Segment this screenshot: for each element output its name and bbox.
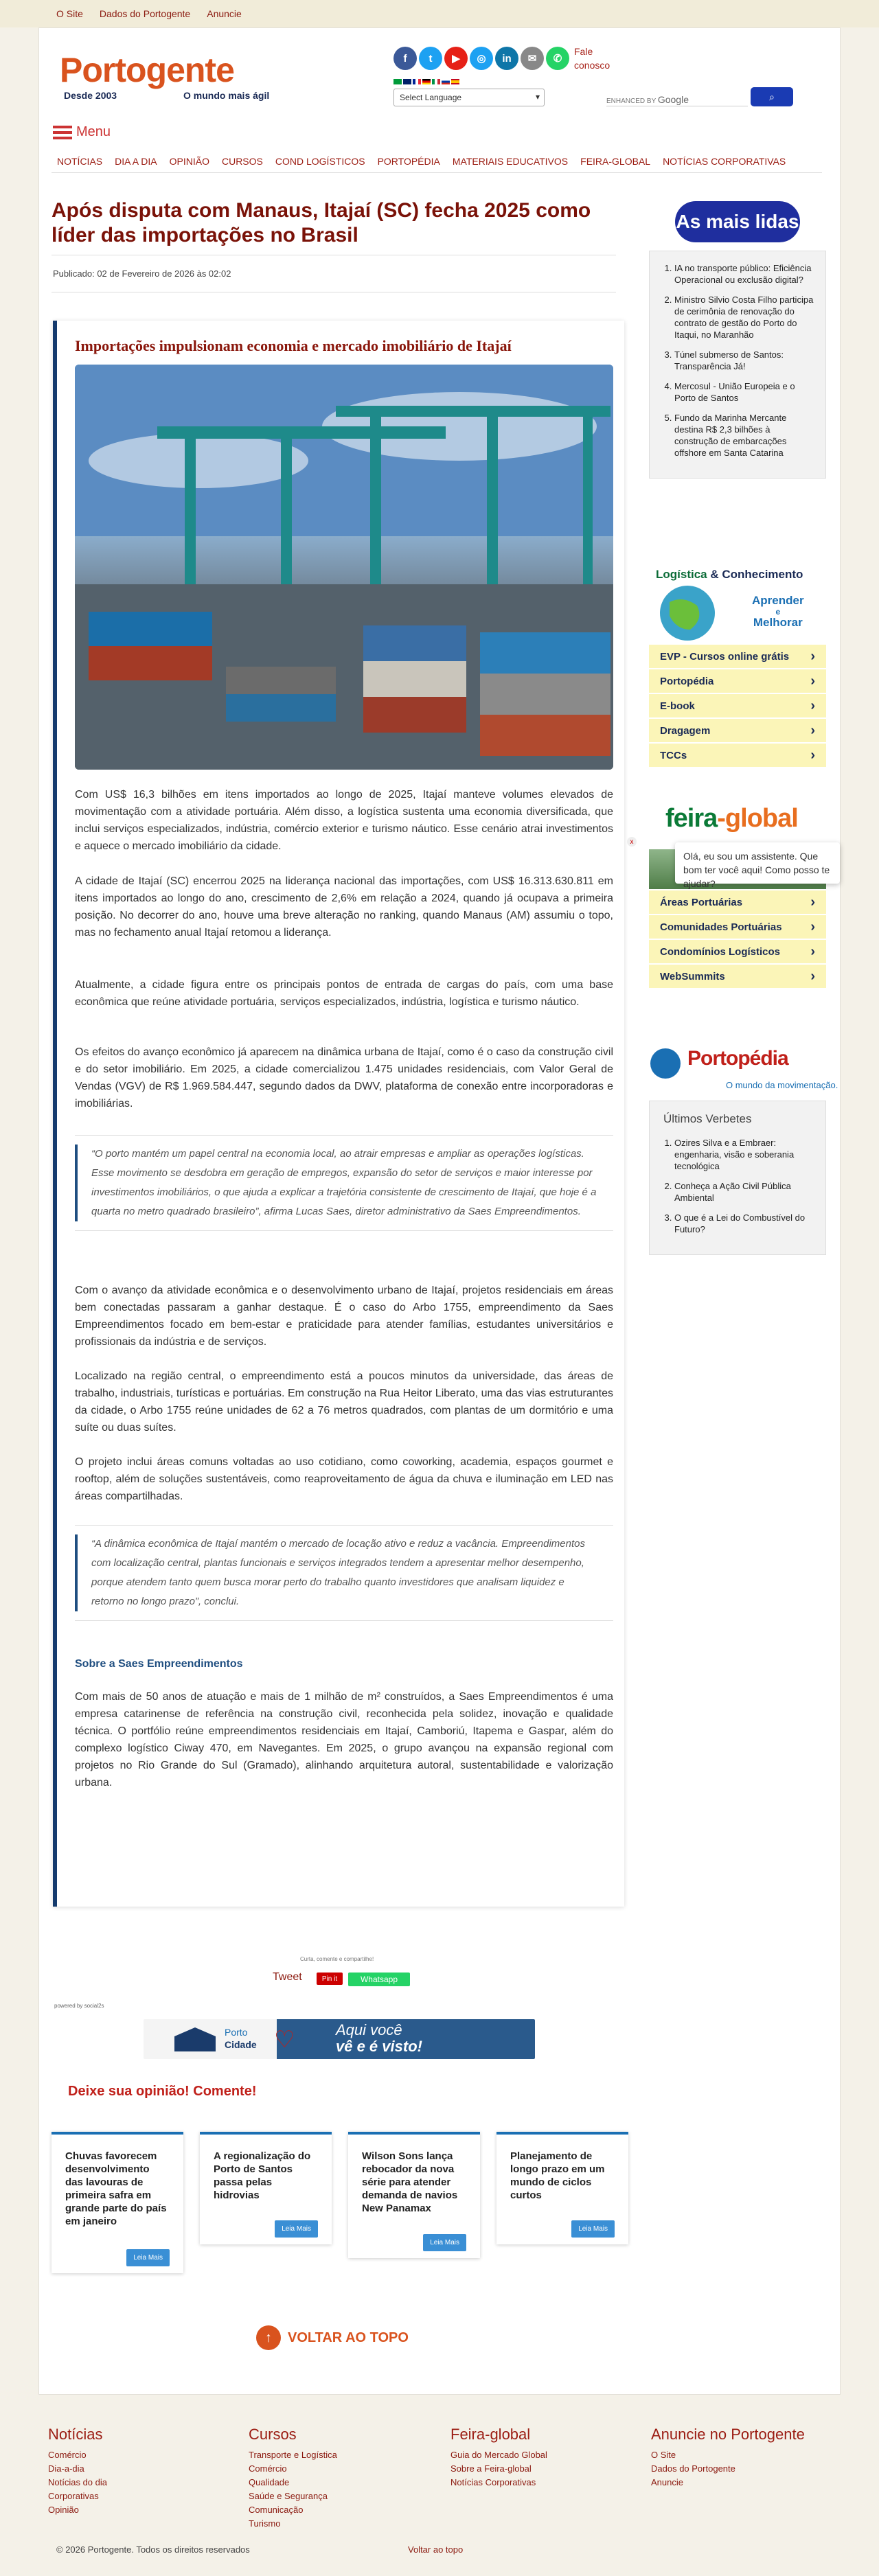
footer-col-title: Cursos: [249, 2426, 297, 2443]
comments-heading: Deixe sua opinião! Comente!: [68, 2084, 257, 2099]
banner-tagline: Aqui você vê e é visto!: [336, 2021, 422, 2055]
flag-icon[interactable]: [432, 79, 440, 84]
nav-item-cursos[interactable]: CURSOS: [221, 156, 263, 167]
topbar-link-anuncie[interactable]: Anuncie: [207, 8, 242, 19]
article-quote: “O porto mantém um papel central na economia local, ao atrair empresas e ampliar as operações logísticas. Esse movimento se desdobra em geração de empregos, expansão do setor de serviços e maior interesse por investimentos imobiliários, o que ajuda a explicar a trajetória consistente de crescimento de Itajaí, que hoje é a quarta no metro quadrado brasileiro”, afirma Lucas Saes, diretor administrativo da Saes Empreendimentos.: [75, 1145, 613, 1221]
list-item[interactable]: 3. O que é a Lei do Combustível do Futuro?: [674, 1212, 814, 1235]
footer-link[interactable]: O Site: [651, 2450, 676, 2460]
nav-item-materiais[interactable]: MATERIAIS EDUCATIVOS: [452, 156, 569, 167]
footer-col-title: Notícias: [48, 2426, 103, 2443]
footer-link[interactable]: Transporte e Logística: [249, 2450, 337, 2460]
list-item[interactable]: 4. Mercosul - União Europeia e o Porto de Santos: [674, 380, 814, 404]
nav-item-noticias[interactable]: NOTÍCIAS: [57, 156, 103, 167]
footer-col-anuncie: [651, 2428, 805, 2489]
article-photo: [75, 365, 613, 770]
footer-link[interactable]: Comunicação: [249, 2505, 304, 2515]
portopedia-slogan: O mundo da movimentação.: [726, 1080, 838, 1090]
nav-item-portopedia[interactable]: PORTOPÉDIA: [377, 156, 440, 167]
footer-link[interactable]: Anuncie: [651, 2477, 683, 2487]
related-article-card[interactable]: [52, 2132, 183, 2273]
topbar-link-site[interactable]: O Site: [56, 8, 83, 19]
instagram-icon[interactable]: ◎: [470, 47, 493, 70]
menu-toggle[interactable]: [53, 124, 111, 140]
twitter-icon[interactable]: t: [419, 47, 442, 70]
list-item[interactable]: 5. Fundo da Marinha Mercante destina R$ 2,3 bilhões à construção de embarcações offshore em Santa Catarina: [674, 412, 814, 459]
powered-by: powered by social2s: [54, 2003, 104, 2009]
lc-link-evp[interactable]: EVP - Cursos online grátis ›: [649, 645, 826, 669]
main-nav: [57, 156, 786, 167]
lc-link-ebook[interactable]: E-book ›: [649, 694, 826, 719]
article-paragraph: A cidade de Itajaí (SC) encerrou 2025 na liderança nacional das importações, com US$ 16.313.630.811 em itens importados ao longo do ano, crescimento de 2,6% em relação a 2024, quando já ocupava a primeira posição. No decorrer do ano, houve uma breve alteração no ranking, quando Manaus (AM) assumiu o topo, mas no fechamento anual Itajaí retomou a liderança.: [75, 875, 613, 939]
logo-text: Portogente: [60, 51, 234, 89]
chat-close-icon[interactable]: x: [627, 837, 637, 847]
nav-item-cond-logisticos[interactable]: COND LOGÍSTICOS: [275, 156, 365, 167]
related-title: Wilson Sons lança rebocador da nova série para atender demanda de navios New Panamax: [362, 2150, 458, 2214]
feira-link-websummits[interactable]: WebSummits ›: [649, 965, 826, 989]
read-more-button[interactable]: Leia Mais: [423, 2234, 466, 2251]
menu-label: Menu: [76, 124, 111, 139]
language-select[interactable]: Select Language ▾: [393, 89, 545, 106]
language-flags: [393, 79, 459, 84]
feira-links: [649, 890, 826, 989]
footer-link[interactable]: Comércio: [48, 2450, 87, 2460]
flag-icon[interactable]: [422, 79, 431, 84]
top-bar: [0, 0, 879, 27]
flag-icon[interactable]: [442, 79, 450, 84]
lc-link-tccs[interactable]: TCCs ›: [649, 744, 826, 768]
back-to-top-button[interactable]: [256, 2325, 409, 2350]
youtube-icon[interactable]: ▶: [444, 47, 468, 70]
footer-link[interactable]: Dados do Portogente: [651, 2463, 735, 2474]
lc-link-dragagem[interactable]: Dragagem ›: [649, 719, 826, 744]
published-date: Publicado: 02 de Fevereiro de 2026 às 02:02: [53, 268, 231, 279]
article-subtitle: Importações impulsionam economia e mercado imobiliário de Itajaí: [75, 337, 512, 354]
flag-icon[interactable]: [403, 79, 411, 84]
flag-icon[interactable]: [393, 79, 402, 84]
search-icon: ⌕: [769, 91, 775, 102]
social-links: [393, 45, 615, 72]
article-paragraph: O projeto inclui áreas comuns voltadas ao uso cotidiano, como coworking, academia, espaços gourmet e rooftop, além de soluções sustentáveis, como reaproveitamento de água da chuva e iluminação em LED nas áreas compartilhadas.: [75, 1456, 613, 1502]
footer-link[interactable]: Saúde e Segurança: [249, 2491, 328, 2501]
footer-link[interactable]: Turismo: [249, 2518, 281, 2529]
share-label: Curta, comente e compartilhe!: [300, 1956, 374, 1962]
logo-slogan: O mundo mais ágil: [183, 90, 270, 101]
portopedia-logo[interactable]: Portopédia: [687, 1047, 788, 1070]
logo-since: Desde 2003: [64, 90, 117, 101]
ultimos-verbetes: [649, 1101, 826, 1255]
email-icon[interactable]: ✉: [521, 47, 544, 70]
search-button[interactable]: [751, 87, 793, 106]
footer-col-cursos: [249, 2428, 337, 2531]
footer: [0, 2395, 879, 2576]
verbetes-title: Últimos Verbetes: [663, 1112, 752, 1125]
logistica-conhecimento-widget: [649, 568, 826, 768]
related-title: A regionalização do Porto de Santos passa pelas hidrovias: [214, 2150, 311, 2201]
footer-link[interactable]: Sobre a Feira-global: [450, 2463, 532, 2474]
chat-bubble[interactable]: Olá, eu sou um assistente. Que bom ter você aqui! Como posso te ajudar?: [675, 842, 840, 884]
list-item[interactable]: 1. Ozires Silva e a Embraer: engenharia, visão e soberania tecnológica: [674, 1137, 814, 1172]
tweet-button[interactable]: Tweet: [273, 1971, 302, 1983]
article-paragraph: Os efeitos do avanço econômico já aparecem na dinâmica urbana de Itajaí, como é o caso da construção civil e do setor imobiliário. Em 2025, a cidade comercializou 1.475 unidades residenciais, com Valor Geral de Vendas (VGV) de R$ 1.969.584.447, segundo dados da DWV, plataforma de conexão entre incorporadoras e imobiliárias.: [75, 1046, 613, 1109]
copyright: © 2026 Portogente. Todos os direitos reservados: [56, 2544, 250, 2555]
footer-col-noticias: [48, 2428, 107, 2517]
lc-link-portopedia[interactable]: Portopédia ›: [649, 669, 826, 694]
search-input[interactable]: [606, 89, 748, 106]
article-paragraph: Localizado na região central, o empreendimento está a poucos minutos da universidade, das áreas de trabalho, industriais, turísticas e portuárias. Em construção na Rua Heitor Liberato, uma das vias estruturantes da cidade, o Arbo 1755 reúne unidades de 62 a 76 metros quadrados, com plantas de um dormitório e uma suíte ou duas suítes.: [75, 1370, 613, 1434]
feira-link-comunidades[interactable]: Comunidades Portuárias ›: [649, 915, 826, 940]
mais-lidas-list: [649, 251, 826, 479]
feira-global-logo[interactable]: feira-global: [665, 804, 798, 833]
nav-item-feira-global[interactable]: FEIRA-GLOBAL: [580, 156, 651, 167]
search-enhanced-label: ENHANCED BY: [606, 97, 657, 105]
article-quote: “A dinâmica econômica de Itajaí mantém o mercado de locação ativo e reduz a vacância. Empreendimentos com localização central, plantas funcionais e serviços integrados tendem a apresentar melhor desempenho, porque atendem tanto quem busca morar perto do trabalho quanto investidores que analisam liquidez e retorno no longo prazo”, conclui.: [75, 1534, 613, 1611]
footer-back-to-top[interactable]: Voltar ao topo: [408, 2544, 464, 2555]
about-heading: Sobre a Saes Empreendimentos: [75, 1658, 243, 1670]
nav-item-corporativas[interactable]: NOTÍCIAS CORPORATIVAS: [663, 156, 786, 167]
whatsapp-share-button[interactable]: Whatsapp: [348, 1973, 410, 1986]
footer-link[interactable]: Dia-a-dia: [48, 2463, 84, 2474]
feira-link-condominios[interactable]: Condomínios Logísticos ›: [649, 940, 826, 965]
list-item[interactable]: 2. Conheça a Ação Civil Pública Ambiental: [674, 1180, 814, 1204]
nav-item-dia-a-dia[interactable]: DIA A DIA: [115, 156, 157, 167]
banner-brand: Porto Cidade: [225, 2027, 257, 2050]
footer-link[interactable]: Corporativas: [48, 2491, 99, 2501]
back-to-top-label: VOLTAR AO TOPO: [288, 2330, 409, 2345]
lc-illustration: [649, 582, 826, 643]
lc-title: Logística & Conhecimento: [656, 568, 803, 581]
search-brand: Google: [657, 94, 689, 105]
feira-link-areas[interactable]: Áreas Portuárias ›: [649, 890, 826, 915]
arrow-up-icon: ↑: [256, 2325, 281, 2350]
lc-links: [649, 645, 826, 768]
globe-icon: [650, 1048, 681, 1079]
article-body: [53, 321, 624, 1907]
flag-icon[interactable]: [451, 79, 459, 84]
facebook-icon[interactable]: f: [393, 47, 417, 70]
related-article-card[interactable]: [200, 2132, 332, 2244]
article-paragraph: Com mais de 50 anos de atuação e mais de 1 milhão de m² construídos, a Saes Empreendimentos é uma empresa catarinense de referência na construção civil, reconhecida pela solidez, inovação e qualidade técnica. O portfólio reúne empreendimentos residenciais em Itajaí, Camboriú, Itapema e Gaspar, além do complexo logístico Ciway 470, em Navegantes. Em 2025, o grupo avançou na expansão regional com projetos no Rio Grande do Sul (Gramado), alinhando arquitetura autoral, sustentabilidade e valorização urbana.: [75, 1691, 613, 1789]
list-item[interactable]: 1. IA no transporte público: Eficiência Operacional ou exclusão digital?: [674, 262, 814, 286]
list-item[interactable]: 3. Túnel submerso de Santos: Transparência Já!: [674, 349, 814, 372]
footer-link[interactable]: Guia do Mercado Global: [450, 2450, 547, 2460]
related-title: Planejamento de longo prazo em um mundo de ciclos curtos: [510, 2150, 605, 2201]
list-item[interactable]: 2. Ministro Silvio Costa Filho participa de cerimônia de renovação do contrato de gestão do Porto do Itaqui, no Maranhão: [674, 294, 814, 341]
page-container: [38, 27, 841, 2395]
footer-col-title: Anuncie no Portogente: [651, 2426, 805, 2443]
footer-col-title: Feira-global: [450, 2426, 531, 2443]
article-paragraph: Atualmente, a cidade figura entre os principais pontos de entrada de cargas do país, com uma base econômica que reúne atividade portuária, serviços especializados, indústria, logística e turismo náutico.: [75, 979, 613, 1008]
related-article-card[interactable]: [348, 2132, 480, 2258]
topbar-link-dados[interactable]: Dados do Portogente: [99, 8, 191, 19]
footer-link[interactable]: Qualidade: [249, 2477, 290, 2487]
site-logo[interactable]: [60, 50, 279, 105]
nav-item-opiniao[interactable]: OPINIÃO: [169, 156, 209, 167]
related-title: Chuvas favorecem desenvolvimento das lavouras de primeira safra em grande parte do país em janeiro: [65, 2150, 167, 2227]
article-paragraph: Com US$ 16,3 bilhões em itens importados ao longo de 2025, Itajaí manteve volumes elevados de movimentação com a atividade portuária. Além disso, a logística sustenta uma economia diversificada, que inclui serviços especializados, indústria, comércio exterior e turismo náutico. Esse cenário atrai investimentos e aquece o mercado imobiliário da cidade.: [75, 789, 613, 852]
heart-icon: ♡: [274, 2027, 295, 2053]
page-title: Após disputa com Manaus, Itajaí (SC) fecha 2025 como líder das importações no Brasil: [52, 199, 591, 246]
mais-lidas-banner: As mais lidas: [675, 201, 800, 242]
footer-link[interactable]: Notícias do dia: [48, 2477, 107, 2487]
read-more-button[interactable]: Leia Mais: [126, 2249, 170, 2266]
footer-link[interactable]: Notícias Corporativas: [450, 2477, 536, 2487]
fale-conosco-link[interactable]: Fale conosco: [574, 46, 610, 71]
footer-link[interactable]: Comércio: [249, 2463, 287, 2474]
porto-cidade-banner[interactable]: [144, 2019, 535, 2059]
related-article-card[interactable]: [496, 2132, 628, 2244]
article-paragraph: Com o avanço da atividade econômica e o desenvolvimento urbano de Itajaí, projetos residenciais em áreas bem conectadas passaram a ganhar destaque. É o caso do Arbo 1755, empreendimento da Saes Empreendimentos focado em bem-estar e praticidade para atender famílias, estudantes universitários e profissionais da indústria e de serviços.: [75, 1285, 613, 1348]
read-more-button[interactable]: Leia Mais: [275, 2220, 318, 2238]
pinterest-button[interactable]: Pin it: [317, 1973, 343, 1985]
footer-col-feira: [450, 2428, 547, 2489]
footer-link[interactable]: Opinião: [48, 2505, 79, 2515]
lc-tagline: Aprender e Melhorar: [752, 594, 804, 629]
whatsapp-icon[interactable]: ✆: [546, 47, 569, 70]
hamburger-icon: [53, 126, 72, 139]
linkedin-icon[interactable]: in: [495, 47, 518, 70]
read-more-button[interactable]: Leia Mais: [571, 2220, 615, 2238]
flag-icon[interactable]: [413, 79, 421, 84]
